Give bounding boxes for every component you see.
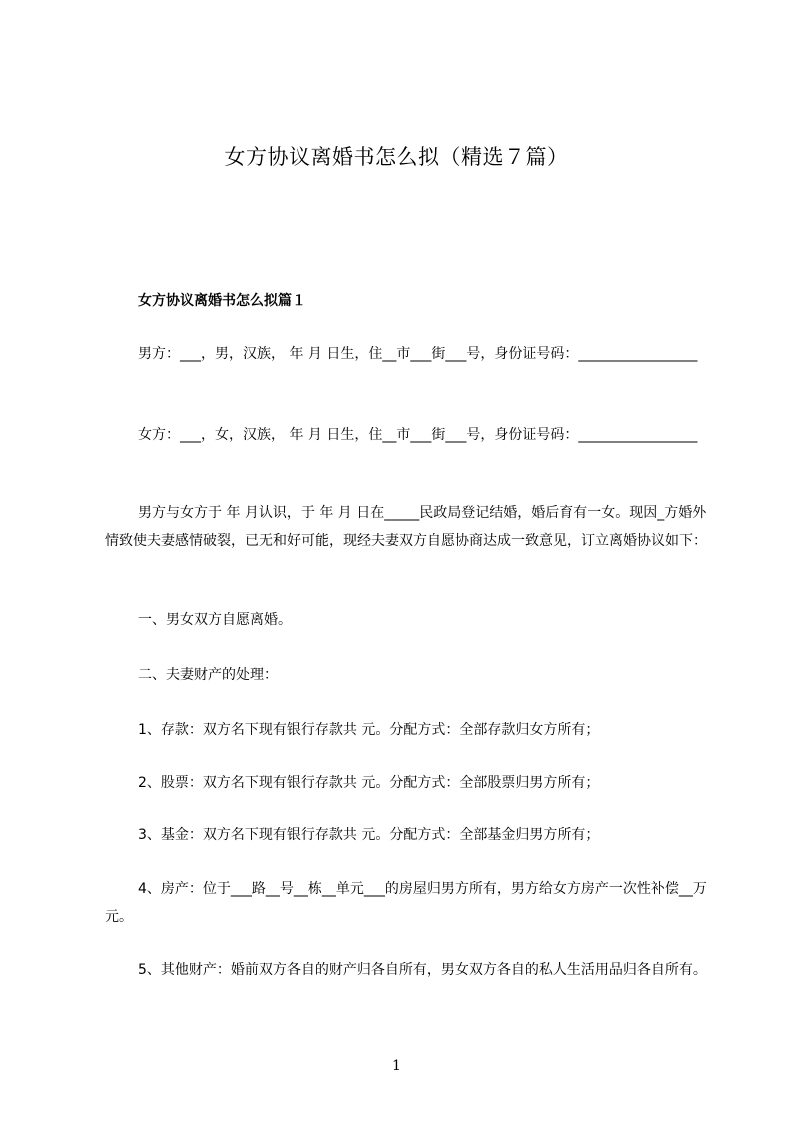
document-title: 女方协议离婚书怎么拟（精选７篇） bbox=[224, 145, 569, 169]
paragraph-stocks: 2、股票：双方名下现有银行存款共 元。分配方式：全部股票归男方所有； bbox=[138, 775, 600, 791]
paragraph-clause-2: 二、夫妻财产的处理： bbox=[138, 667, 278, 683]
paragraph-real-estate: 4、房产：位于___路__号__栋__单元___的房屋归男方所有，男方给女方房产一次性补偿__万元。 bbox=[105, 881, 707, 925]
paragraph-other-property: 5、其他财产：婚前双方各自的财产归各自所有，男女双方各自的私人生活用品归各自所有。 bbox=[138, 962, 707, 978]
paragraph-clause-1: 一、男女双方自愿离婚。 bbox=[138, 612, 292, 628]
section-heading: 女方协议离婚书怎么拟篇１ bbox=[138, 293, 306, 309]
paragraph-funds: 3、基金：双方名下现有银行存款共 元。分配方式：全部基金归男方所有； bbox=[138, 827, 600, 843]
paragraph-marriage-background: 男方与女方于 年 月认识，于 年 月 日在_____民政局登记结婚，婚后育有一女。现因_方婚外情致使夫妻感情破裂，已无和好可能，现经夫妻双方自愿协商达成一致意见，订立离婚协议如下： bbox=[105, 505, 707, 549]
page-number: 1 bbox=[392, 1058, 401, 1074]
paragraph-male-party: 男方：___，男，汉族， 年 月 日生，住__市___街___号，身份证号码：_________________ bbox=[138, 346, 698, 362]
paragraph-deposits: 1、存款：双方名下现有银行存款共 元。分配方式：全部存款归女方所有； bbox=[138, 722, 600, 738]
paragraph-female-party: 女方：___，女，汉族， 年 月 日生，住__市___街___号，身份证号码：_________________ bbox=[138, 427, 698, 443]
